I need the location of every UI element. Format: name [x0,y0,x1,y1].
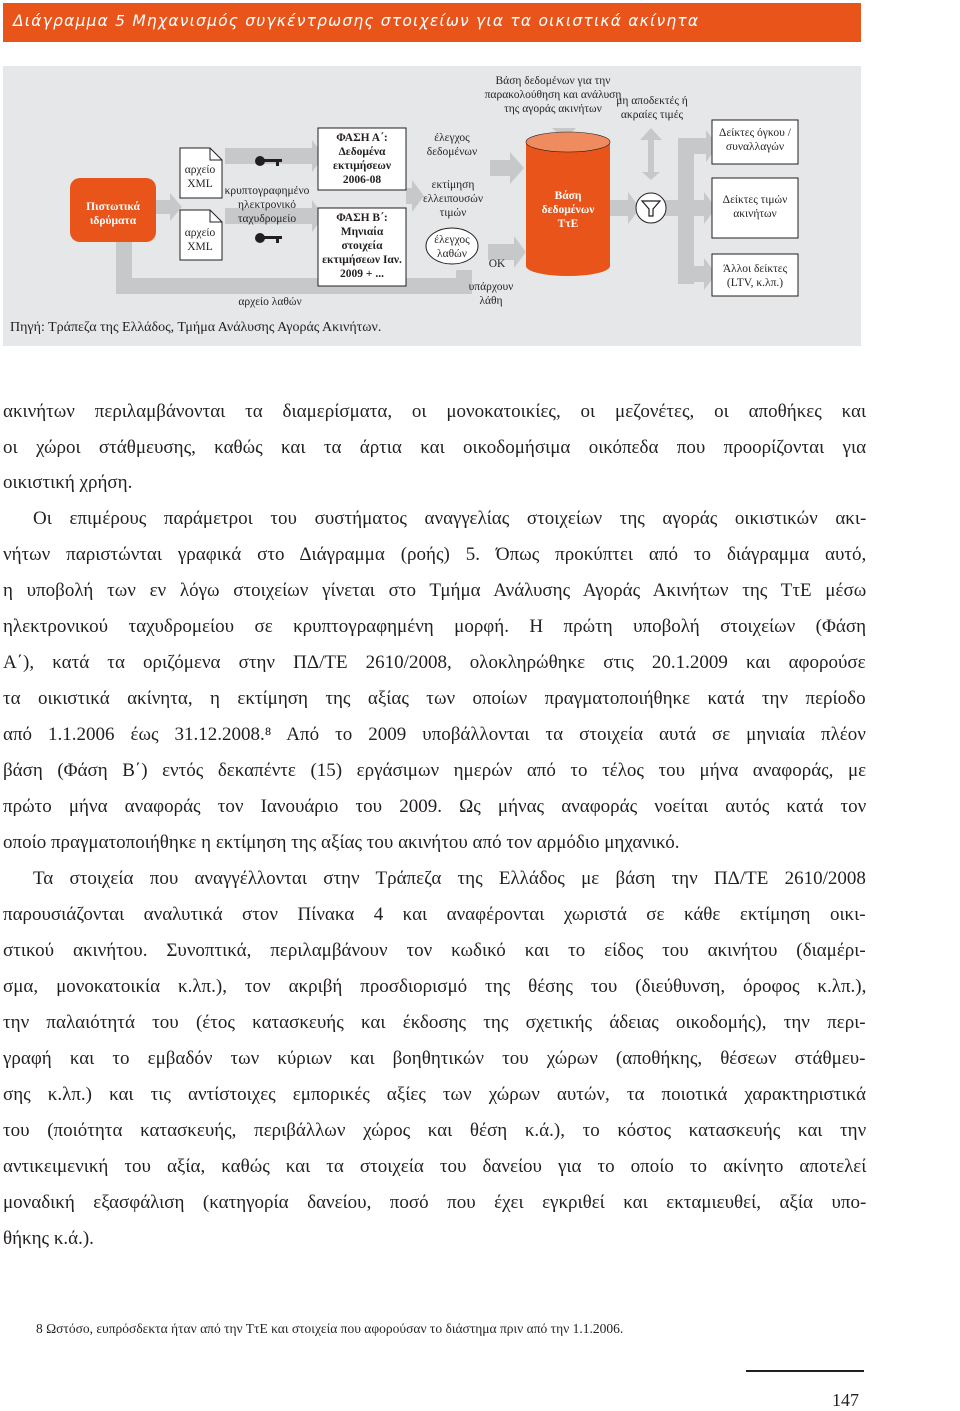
body-line: σμα, μονοκατοικία κ.λπ.), τον ακριβή προσδιορισμό της θέσης του (διεύθυνση, όροφος κ.λπ.), [3,976,867,997]
figure-title: Διάγραμμα 5 Μηχανισμός συγκέντρωσης στοιχείων για τα οικιστικά ακίνητα [13,12,700,30]
price-index-label: Δείκτες τιμών ακινήτων [722,194,788,220]
body-line: νήτων παριστώνται γραφικά στο Διάγραμμα (ροής) 5. Όπως προκύπτει από το διάγραμμα αυτό, [3,544,867,565]
body-line: μοναδική εξασφάλιση (κατηγορία δανείου, ποσό που έχει εγκριθεί και εκταμιευθεί, αξία υπο- [3,1192,867,1213]
page-number: 147 [832,1390,859,1410]
error-check-label: έλεγχος λαθών [434,234,470,260]
body-line: σης κ.λπ.) και τις αντίστοιχες εμπορικές αξίες των χώρων αυτών, τα ποιοτικά χαρακτηριστικά [3,1084,866,1105]
body-line: βάση (Φάση Β΄) εντός δεκαπέντε (15) εργάσιμων ημερών από το τέλος του μήνα αναφοράς, με [3,760,867,781]
errors-exist-label: υπάρχουν λάθη [468,281,514,307]
body-line: στικού ακινήτου. Συνοπτικά, περιλαμβάνουν τον κωδικό και το είδος του ακινήτου (διαμέρι- [3,940,866,961]
db-label: Βάση δεδομένων ΤτΕ [541,190,595,230]
body-line: Α΄), κατά τα οριζόμενα στην ΠΔ/ΤΕ 2610/2008, ολοκληρώθηκε στις 20.1.2009 και αφορούσε [3,652,866,673]
phase-a-label: ΦΑΣΗ Α΄: Δεδομένα εκτιμήσεων 2006-08 [333,132,391,186]
arrow-to-phase-a [225,140,324,172]
figure-source: Πηγή: Τράπεζα της Ελλάδος, Τμήμα Ανάλυσης Αγοράς Ακινήτων. [10,320,382,335]
body-line: ακινήτων περιλαμβάνονται τα διαμερίσματα, οι μονοκατοικίες, οι μεζονέτες, οι αποθήκες και [3,401,867,422]
body-line: η υποβολή των εν λόγω στοιχείων γίνεται στο Τμήμα Ανάλυσης Αγοράς Ακινήτων της ΤτΕ μέσω [3,580,867,601]
body-line: Τα στοιχεία που αναγγέλλονται στην Τράπεζα της Ελλάδος με βάση την ΠΔ/ΤΕ 2610/2008 [33,868,866,889]
institutions-label: Πιστωτικά ιδρύματα [86,201,140,227]
body-line: πρώτο μήνα αναφοράς τον Ιανουάριο του 2009. Ως μήνας αναφοράς νοείται αυτός κατά τον [3,796,867,817]
data-check-label: έλεγχος δεδομένων [426,132,478,158]
body-line: θήκης κ.ά.). [3,1228,94,1249]
body-line: αντικειμενική του αξία, καθώς και τα στοιχεία του δανείου για το οποίο το ακίνητο αποτελεί [3,1156,867,1177]
encrypted-email-label: κρυπτογραφημένο ηλεκτρονικό ταχυδρομείο [224,185,310,225]
phase-b-label: ΦΑΣΗ Β΄: Μηνιαία στοιχεία εκτιμήσεων Ιαν. 2009 + ... [322,212,402,280]
extreme-values-label: μη αποδεκτές ή ακραίες τιμές [616,95,688,121]
body-line: του (ποιότητα κατασκευής, περιβάλλων χώρος και θέση κ.ά.), το κόστος κατασκευής και την [3,1120,867,1141]
other-index-label: Άλλοι δείκτες (LTV, κ.λπ.) [722,263,788,289]
xml-file-label-2: αρχείο XML [184,227,216,253]
key-icon [255,233,282,243]
body-line: ηλεκτρονικού ταχυδρομείου σε κρυπτογραφημένη μορφή. Η πρώτη υποβολή στοιχείων (Φάση [3,616,867,637]
body-line: οποίο πραγματοποιήθηκε η εκτίμηση της αξίας του ακινήτου από τον αρμόδιο μηχανικό. [3,832,680,853]
body-line: οικιστική χρήση. [3,472,133,493]
filter-funnel-icon [636,193,666,223]
page-number-rule [746,1370,864,1372]
body-line: οι χώροι στάθμευσης, καθώς και τα άρτια και οικοδομήσιμα οικόπεδα που προορίζονται για [3,437,867,458]
xml-file-label-1: αρχείο XML [184,164,216,190]
body-line: Οι επιμέρους παράμετροι του συστήματος αναγγελίας στοιχείων της αγοράς οικιστικών ακι- [33,508,867,529]
body-line: γραφή και το εμβαδόν των κύριων και βοηθητικών του χώρων (αποθήκης, θέσεων στάθμευ- [3,1048,866,1069]
body-line: τα οικιστικά ακίνητα, η εκτίμηση της αξίας των οποίων πραγματοποιήθηκε κατά την περίοδο [3,688,866,709]
body-line: την παλαιότητά του (έτος κατασκευής και έκδοσης της σχετικής άδειας οικοδομής), την περι- [3,1012,866,1033]
volume-index-label: Δείκτες όγκου / συναλλαγών [719,127,791,153]
body-line: από 1.1.2006 έως 31.12.2008.⁸ Από το 2009 υποβάλλονται τα στοιχεία αυτά σε μηνιαία πλέον [3,724,866,745]
body-line: παρουσιάζονται αναλυτικά στον Πίνακα 4 και αναφέρονται χωριστά σε κάθε εκτίμηση οικι- [3,904,866,925]
missing-value-label: εκτίμηση ελλειπουσών τιμών [422,179,484,219]
ok-label: OK [488,258,506,270]
footnote: 8 Ωστόσο, ευπρόσδεκτα ήταν από την ΤτΕ και στοιχεία που αφορούσαν το διάστημα πριν από την 1.1.2006. [36,1321,624,1336]
db-description-label: Βάση δεδομένων για την παρακολούθηση και ανάλυση της αγοράς ακινήτων [484,75,622,115]
error-file-label: αρχείο λαθών [238,296,302,308]
